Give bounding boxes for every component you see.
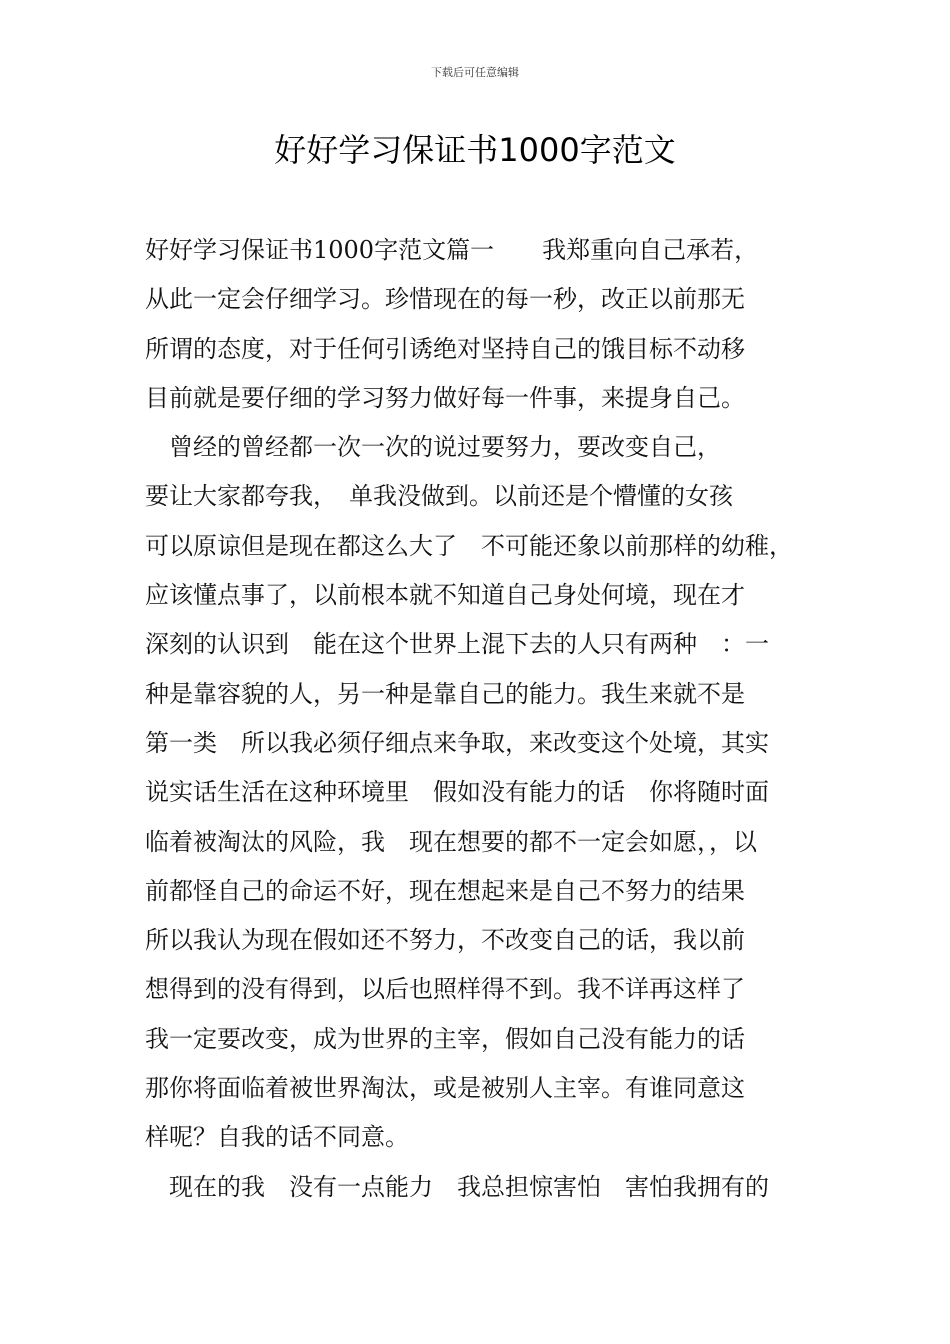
body-line: 临着被淘汰的风险，我 现在想要的都不一定会如愿，，以 — [145, 827, 757, 856]
header-note: 下载后可任意编辑 — [431, 66, 519, 79]
document-body — [145, 226, 825, 1212]
body-line: 种是靠容貌的人，另一种是靠自己的能力。我生来就不是 — [145, 679, 745, 708]
body-line: 应该懂点事了，以前根本就不知道自己身处何境，现在才 — [145, 581, 745, 610]
body-line: 深刻的认识到 能在这个世界上混下去的人只有两种 ：一 — [145, 630, 769, 659]
body-line: 所谓的态度，对于任何引诱绝对坚持自己的饿目标不动移 — [145, 334, 745, 363]
body-line: 前都怪自己的命运不好，现在想起来是自己不努力的结果 — [145, 876, 745, 905]
body-line: 第一类 所以我必须仔细点来争取，来改变这个处境，其实 — [145, 728, 769, 757]
body-line: 曾经的曾经都一次一次的说过要努力，要改变自己， — [145, 433, 721, 462]
body-line: 可以原谅但是现在都这么大了 不可能还象以前那样的幼稚， — [145, 531, 793, 560]
body-line: 那你将面临着被世界淘汰，或是被别人主宰。有谁同意这 — [145, 1074, 745, 1103]
body-line: 所以我认为现在假如还不努力，不改变自己的话，我以前 — [145, 926, 745, 955]
body-line: 要让大家都夸我， 单我没做到。以前还是个懵懂的女孩 — [145, 482, 733, 511]
body-line: 样呢？自我的话不同意。 — [145, 1123, 409, 1152]
body-line: 目前就是要仔细的学习努力做好每一件事，来提身自己。 — [145, 383, 745, 412]
document-title: 好好学习保证书1000字范文 — [274, 131, 676, 169]
body-line: 现在的我 没有一点能力 我总担惊害怕 害怕我拥有的 — [145, 1172, 769, 1201]
body-line: 我一定要改变，成为世界的主宰，假如自己没有能力的话 — [145, 1024, 745, 1053]
body-line: 想得到的没有得到，以后也照样得不到。我不详再这样了 — [145, 975, 745, 1004]
body-line: 从此一定会仔细学习。珍惜现在的每一秒，改正以前那无 — [145, 285, 745, 314]
body-line: 好好学习保证书1000字范文篇一 我郑重向自己承若， — [145, 236, 759, 264]
body-line: 说实话生活在这种环境里 假如没有能力的话 你将随时面 — [145, 778, 769, 807]
